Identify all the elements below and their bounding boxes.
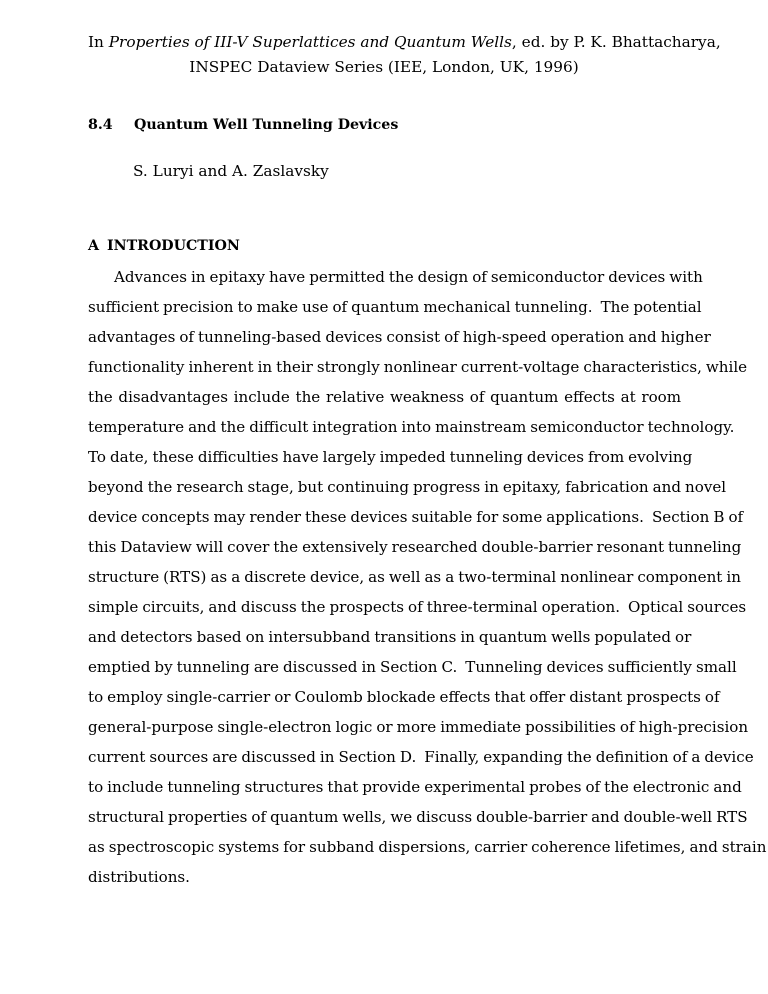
paragraph-line: sufficient precision to make use of quantum mechanical tunneling. The potential [88, 298, 702, 316]
citation-line-2: INSPEC Dataview Series (IEE, London, UK, 1996) [189, 58, 579, 76]
citation-book-title: Properties of III-V Superlattices and Quantum Wells [108, 33, 512, 51]
part-letter: A [88, 238, 100, 254]
paragraph-line: Advances in epitaxy have permitted the design of semiconductor devices with [114, 268, 703, 286]
paragraph-line: To date, these difficulties have largely impeded tunneling devices from evolving [88, 448, 693, 466]
part-heading [88, 236, 680, 256]
paragraph-line: as spectroscopic systems for subband dispersions, carrier coherence lifetimes, and strain [88, 838, 767, 856]
paragraph-line: the disadvantages include the relative weakness of quantum effects at room [88, 388, 682, 406]
paragraph-line: distributions. [88, 868, 190, 886]
section-number: 8.4 [88, 117, 113, 133]
paragraph-line: advantages of tunneling-based devices consist of high-speed operation and higher [88, 328, 711, 346]
paragraph-line: general-purpose single-electron logic or more immediate possibilities of high-precision [88, 718, 749, 736]
section-heading [88, 115, 680, 135]
paragraph-line: current sources are discussed in Section D. Finally, expanding the definition of a device [88, 748, 754, 766]
paragraph-line: this Dataview will cover the extensively researched double-barrier resonant tunneling [88, 538, 742, 556]
intro-paragraph [88, 262, 767, 892]
paragraph-line: to include tunneling structures that provide experimental probes of the electronic and [88, 778, 742, 796]
part-title: INTRODUCTION [107, 238, 240, 254]
citation-block [88, 30, 721, 80]
paragraph-line: to employ single-carrier or Coulomb blockade effects that offer distant prospects of [88, 688, 720, 706]
author-byline: S. Luryi and A. Zaslavsky [133, 162, 329, 180]
citation-prefix: In [88, 33, 109, 51]
paragraph-line: structural properties of quantum wells, we discuss double-barrier and double-well RTS [88, 808, 748, 826]
section-title: Quantum Well Tunneling Devices [134, 117, 399, 133]
paragraph-line: beyond the research stage, but continuing progress in epitaxy, fabrication and novel [88, 478, 727, 496]
paragraph-line: and detectors based on intersubband transitions in quantum wells populated or [88, 628, 692, 646]
paragraph-line: temperature and the difficult integration into mainstream semiconductor technology. [88, 418, 735, 436]
paragraph-line: structure (RTS) as a discrete device, as well as a two-terminal nonlinear component in [88, 568, 741, 586]
paragraph-line: emptied by tunneling are discussed in Section C. Tunneling devices sufficiently small [88, 658, 737, 676]
paragraph-line: device concepts may render these devices suitable for some applications. Section B of [88, 508, 744, 526]
paragraph-line: simple circuits, and discuss the prospects of three-terminal operation. Optical sources [88, 598, 747, 616]
citation-editor: , ed. by P. K. Bhattacharya, [511, 33, 721, 51]
paragraph-line: functionality inherent in their strongly nonlinear current-voltage characteristics, while [88, 358, 748, 376]
citation-line-1 [88, 30, 721, 55]
